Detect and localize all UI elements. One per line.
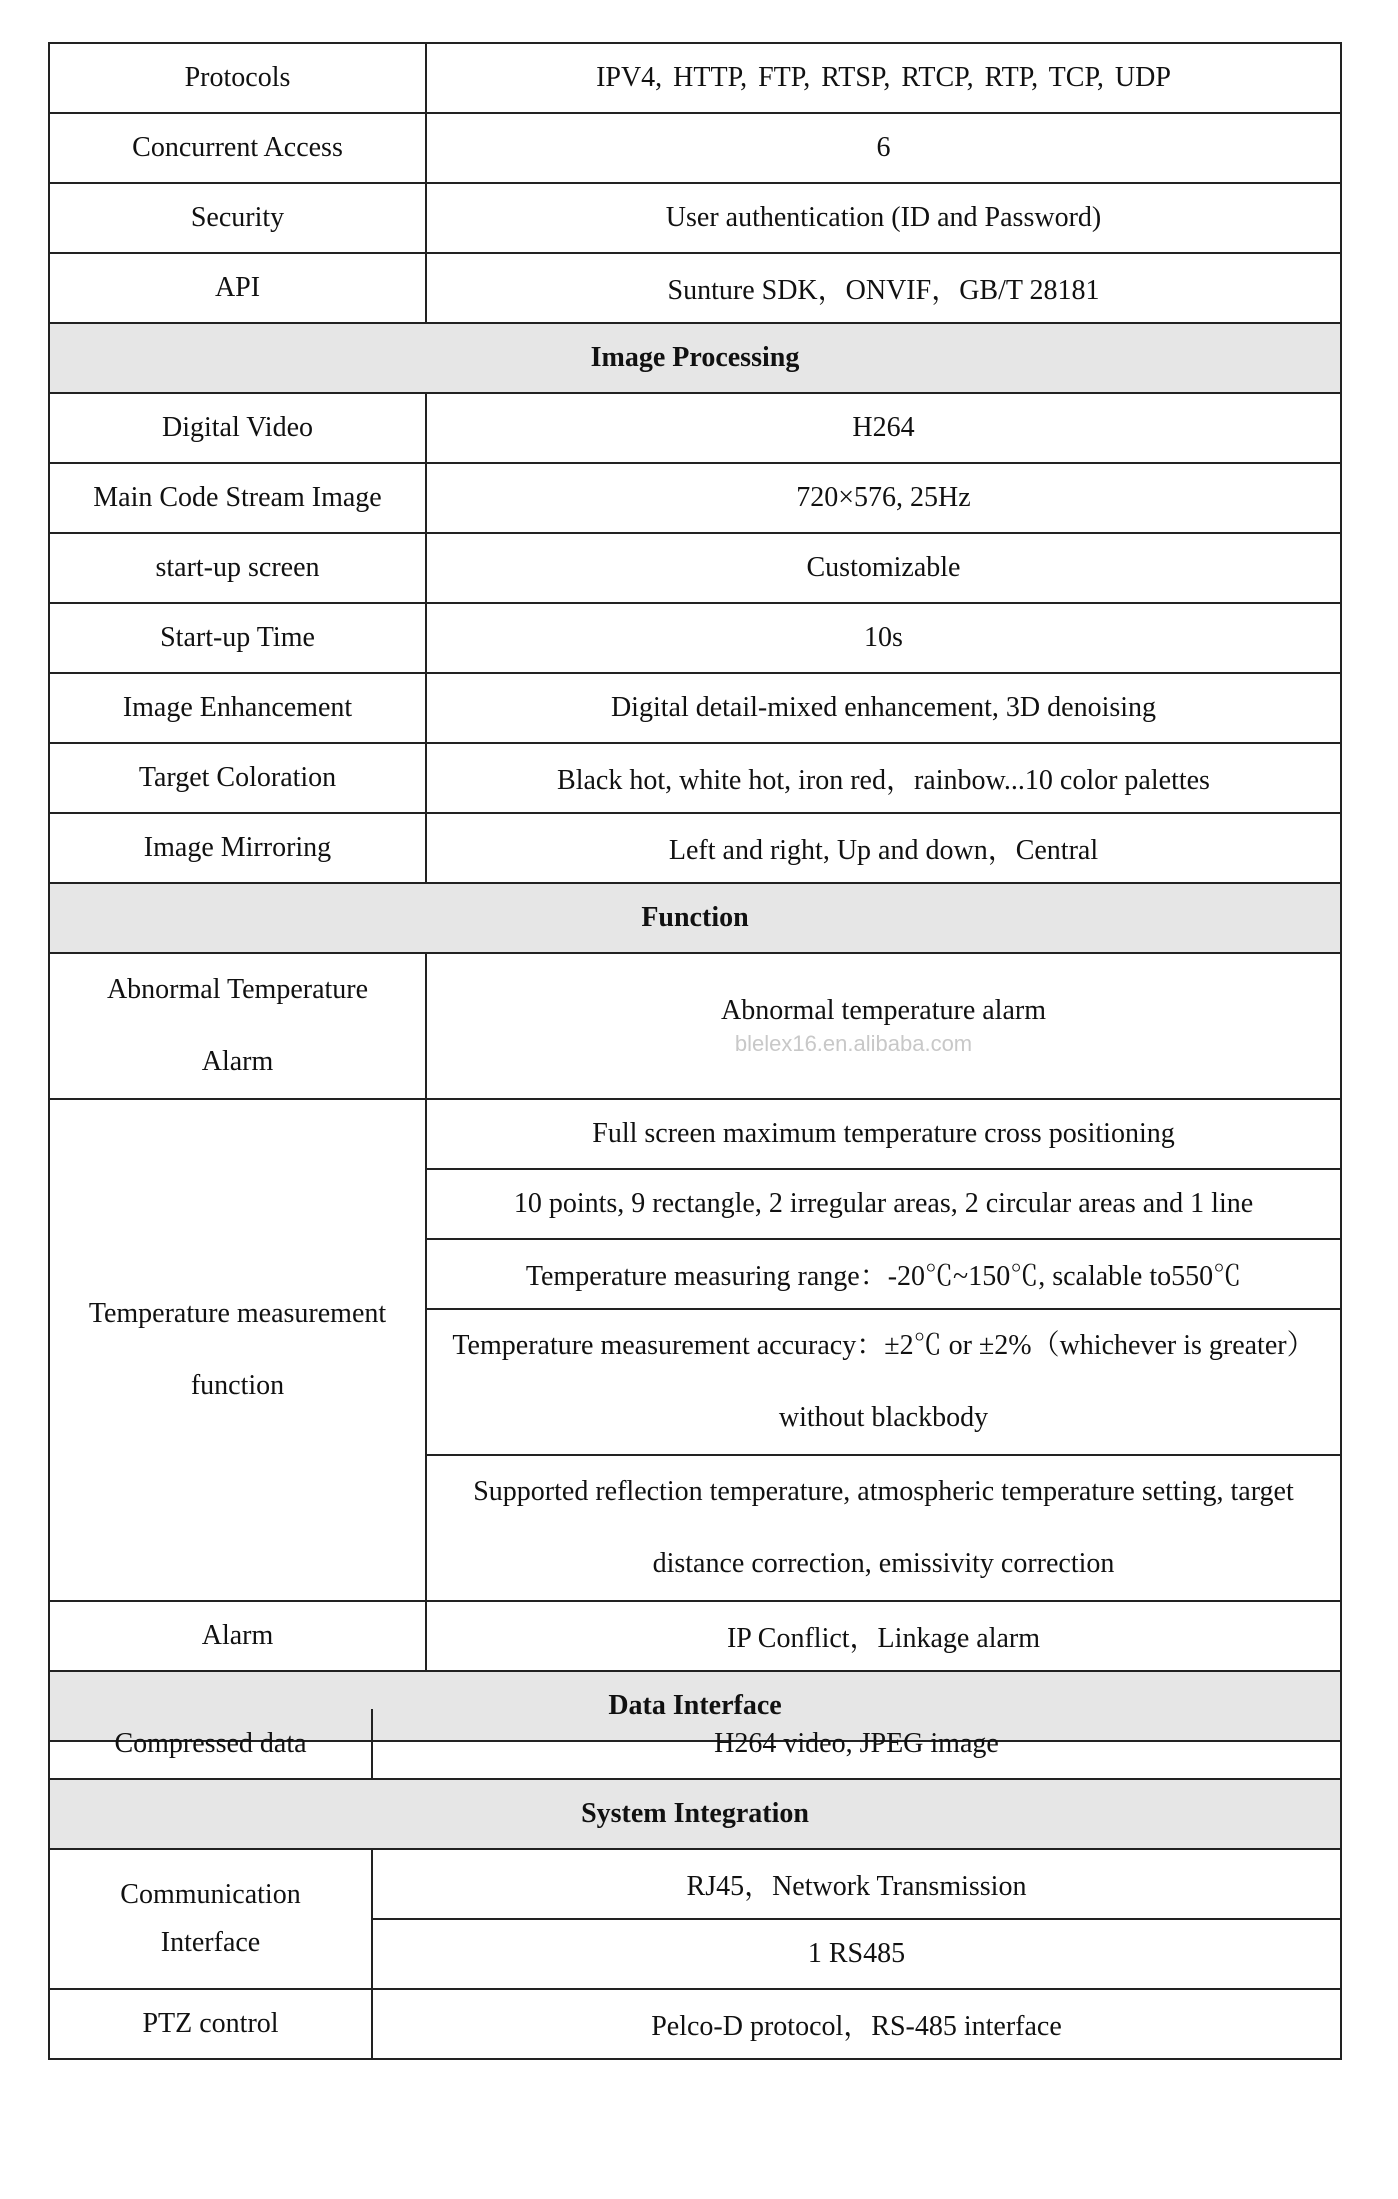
row-label: Concurrent Access	[49, 113, 426, 183]
value-text: Abnormal temperature alarm	[721, 995, 1046, 1026]
table-row	[49, 1709, 1341, 1779]
row-value: IPV4, HTTP, FTP, RTSP, RTCP, RTP, TCP, UDP	[426, 43, 1341, 113]
row-label: Security	[49, 183, 426, 253]
row-value: Digital detail-mixed enhancement, 3D denoising	[426, 673, 1341, 743]
label-line: Communication	[120, 1879, 301, 1910]
row-value: Full screen maximum temperature cross positioning	[426, 1099, 1341, 1169]
table-row	[49, 1849, 1341, 1919]
label-line: Interface	[160, 1927, 261, 1958]
row-label: Protocols	[49, 43, 426, 113]
spec-table-lower	[48, 1709, 1342, 2060]
row-label: Image Mirroring	[49, 813, 426, 883]
table-row	[49, 183, 1341, 253]
row-value: Black hot, white hot, iron red，rainbow...10 color palettes	[426, 743, 1341, 813]
table-row	[49, 463, 1341, 533]
table-row	[49, 1601, 1341, 1671]
table-row	[49, 1099, 1341, 1169]
row-value: IP Conflict，Linkage alarm	[426, 1601, 1341, 1671]
row-value: RJ45，Network Transmission	[372, 1849, 1341, 1919]
table-row	[49, 953, 1341, 1099]
table-row	[49, 533, 1341, 603]
table-row	[49, 43, 1341, 113]
row-label: Compressed data	[49, 1709, 372, 1779]
watermark: blelex16.en.alibaba.com	[734, 1031, 973, 1056]
row-value: H264	[426, 393, 1341, 463]
row-value: 720×576, 25Hz	[426, 463, 1341, 533]
spec-table-upper	[48, 42, 1342, 1742]
row-value: Pelco-D protocol，RS-485 interface	[372, 1989, 1341, 2059]
label-line: Temperature measurement	[88, 1298, 387, 1329]
row-label: PTZ control	[49, 1989, 372, 2059]
section-header	[49, 883, 1341, 953]
section-header	[49, 323, 1341, 393]
row-value: Supported reflection temperature, atmospheric temperature setting, target distance correction, emissivity correction	[426, 1455, 1341, 1601]
row-value: Sunture SDK，ONVIF，GB/T 28181	[426, 253, 1341, 323]
row-value: Temperature measuring range：-20℃~150℃, scalable to550℃	[426, 1239, 1341, 1309]
table-row	[49, 393, 1341, 463]
row-value: 1 RS485	[372, 1919, 1341, 1989]
row-value: 6	[426, 113, 1341, 183]
section-title-data-interface: Data Interface	[49, 1671, 1341, 1741]
label-line: function	[190, 1370, 285, 1401]
section-header	[49, 1779, 1341, 1849]
label-line: Alarm	[201, 1046, 274, 1077]
row-label: API	[49, 253, 426, 323]
row-label	[49, 953, 426, 1099]
table-row	[49, 253, 1341, 323]
row-value: Customizable	[426, 533, 1341, 603]
row-label	[49, 1849, 372, 1989]
row-label: Digital Video	[49, 393, 426, 463]
row-label: Image Enhancement	[49, 673, 426, 743]
row-value: Temperature measurement accuracy：±2℃ or ±2%（whichever is greater）without blackbody	[426, 1309, 1341, 1455]
row-value	[426, 953, 1341, 1099]
row-value: User authentication (ID and Password)	[426, 183, 1341, 253]
label-line: Abnormal Temperature	[106, 974, 369, 1005]
table-row	[49, 743, 1341, 813]
table-row	[49, 813, 1341, 883]
table-row	[49, 673, 1341, 743]
section-title-system-integration: System Integration	[49, 1779, 1341, 1849]
row-label: Start-up Time	[49, 603, 426, 673]
row-label: Main Code Stream Image	[49, 463, 426, 533]
table-row	[49, 113, 1341, 183]
row-label: Alarm	[49, 1601, 426, 1671]
table-row	[49, 1989, 1341, 2059]
row-label: start-up screen	[49, 533, 426, 603]
table-row	[49, 603, 1341, 673]
section-title-function: Function	[49, 883, 1341, 953]
row-value: H264 video, JPEG image	[372, 1709, 1341, 1779]
row-label: Target Coloration	[49, 743, 426, 813]
section-title-image-processing: Image Processing	[49, 323, 1341, 393]
row-value: 10s	[426, 603, 1341, 673]
row-value: 10 points, 9 rectangle, 2 irregular areas, 2 circular areas and 1 line	[426, 1169, 1341, 1239]
row-label	[49, 1099, 426, 1601]
row-value: Left and right, Up and down，Central	[426, 813, 1341, 883]
